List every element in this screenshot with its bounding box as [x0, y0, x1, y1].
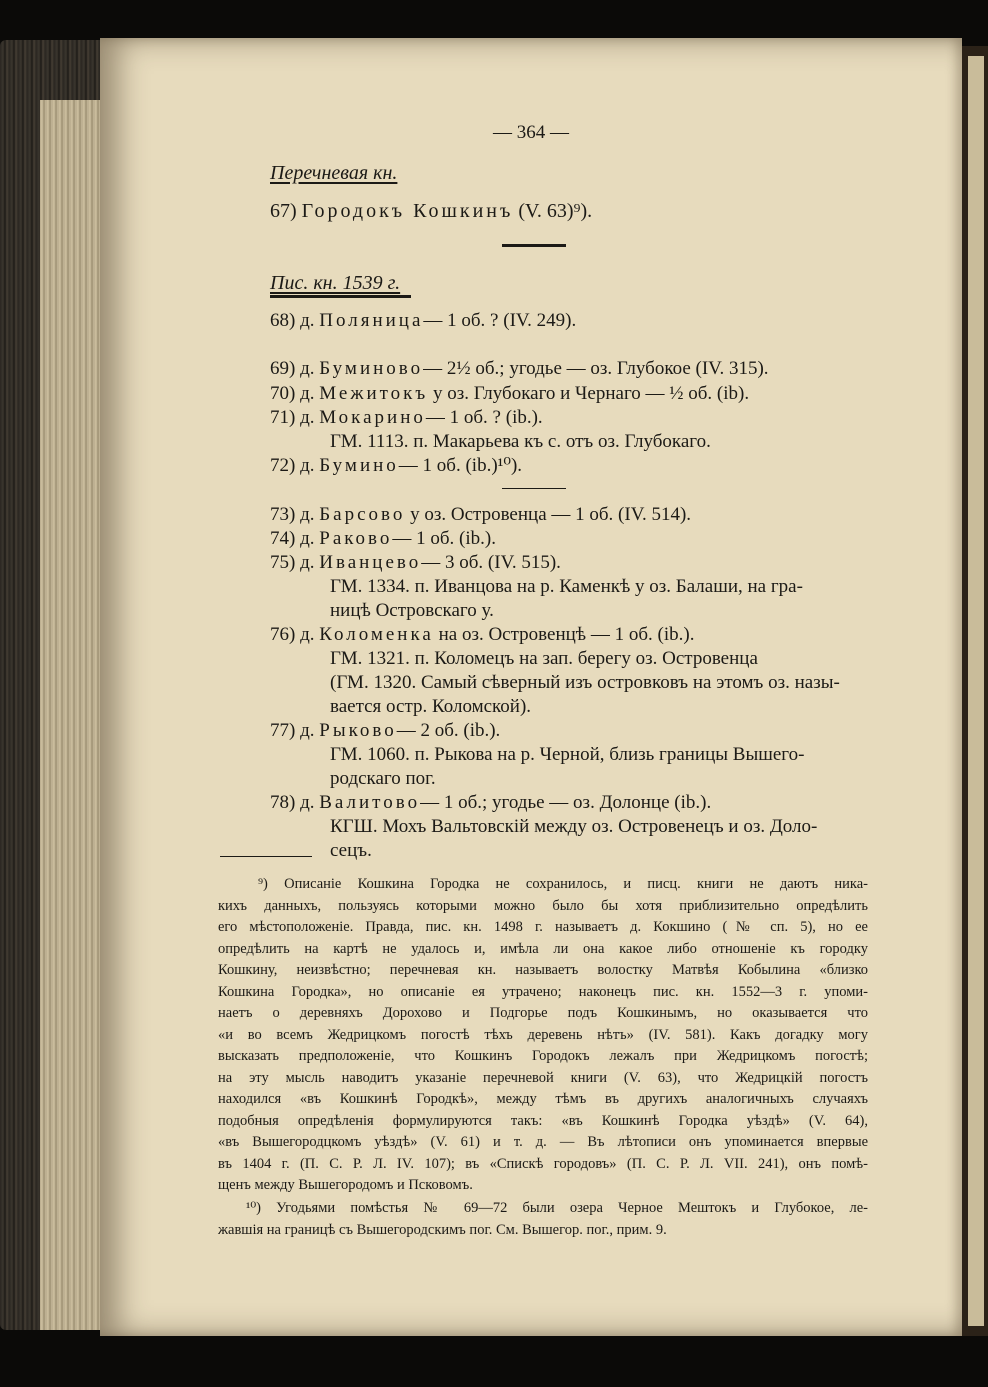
entry-78: 78) д. Валитово— 1 об.; угодье — оз. Долонце (ib.).	[270, 792, 712, 813]
entry-77-note-2: родскаго пог.	[330, 768, 436, 789]
heading-underline	[270, 295, 411, 298]
footnote-line: «въ Вышегородцкомъ уѣздѣ» (V. 61) и т. д. — Въ лѣтописи онъ упоминается впервые	[218, 1134, 868, 1150]
book-page-edges	[0, 40, 112, 1330]
footnote-10	[218, 1198, 868, 1241]
entry-78-note-2: сецъ.	[330, 840, 372, 861]
section-heading-pis-kn: Пис. кн. 1539 г.	[270, 272, 401, 294]
entry-group-divider	[502, 488, 566, 489]
entry-75-note-1: ГМ. 1334. п. Иванцова на р. Каменкѣ у оз. Балаши, на гра-	[330, 576, 803, 597]
footnote-line: жавшія на границѣ съ Вышегородскимъ пог. См. Вышегор. пог., прим. 9.	[218, 1221, 667, 1238]
entry-71-note: ГМ. 1113. п. Макарьева къ с. отъ оз. Глубокаго.	[330, 431, 711, 452]
footnote-line: Кошкину, неизвѣстно; перечневая кн. называетъ волостку Матвѣя Кобылина «близко	[218, 962, 868, 978]
facing-page-edge	[962, 46, 988, 1336]
entry-76-note-3: вается остр. Коломской).	[330, 696, 532, 717]
footnote-line: ¹⁰) Угодьями помѣстья № 69—72 были озера Черное Мештокъ и Глубокое, ле-	[246, 1200, 868, 1216]
footnote-line: опредѣлить на картѣ не удалось и, имѣла ли она какое либо отношеніе къ городку	[218, 940, 868, 957]
footnote-line: Кошкина Городка», но описаніе ея утрачено; наконецъ пис. кн. 1552—3 г. упоми-	[218, 983, 868, 1000]
footnote-line: наетъ о деревняхъ Дорохово и Подгорье подъ Кошкинымъ, но оказывается что	[218, 1005, 868, 1021]
entry-77: 77) д. Рыково— 2 об. (ib.).	[270, 720, 501, 741]
entry-77-note-1: ГМ. 1060. п. Рыкова на р. Черной, близь границы Вышего-	[330, 744, 805, 765]
footnote-line: ⁹) Описаніе Кошкина Городка не сохранилось, и писц. книги не даютъ ника-	[258, 876, 868, 892]
footnote-line: кихъ данныхъ, пользуясь которыми можно было бы хотя приблизительно опредѣлить	[218, 897, 868, 914]
entry-74: 74) д. Раково— 1 об. (ib.).	[270, 528, 496, 549]
footnote-line: находился «въ Кошкинѣ Городкѣ», между тѣмъ въ другихъ аналогичныхъ случаяхъ	[218, 1091, 868, 1107]
footnote-line: на эту мысль наводитъ указаніе перечневой книги (V. 63), что Жедрицкій погостъ	[218, 1069, 868, 1086]
entry-67: 67) Городокъ Кошкинъ (V. 63)⁹).	[270, 200, 593, 222]
section-divider	[502, 244, 566, 247]
entry-75-note-2: ницѣ Островскаго у.	[330, 600, 494, 621]
page-number: — 364 —	[493, 122, 569, 143]
entry-76-note-2: (ГМ. 1320. Самый сѣверный изъ островковъ на этомъ оз. назы-	[330, 672, 840, 693]
footnote-line: подобныя опредѣленія формулируются такъ: «въ Кошкинѣ Городка уѣздѣ» (V. 64),	[218, 1112, 868, 1129]
entry-75: 75) д. Иванцево— 3 об. (IV. 515).	[270, 552, 561, 573]
entry-68: 68) д. Поляница— 1 об. ? (IV. 249).	[270, 310, 577, 331]
section-heading-perechnevaya: Перечневая кн.	[270, 162, 398, 184]
entry-76-note-1: ГМ. 1321. п. Коломецъ на зап. берегу оз. Островенца	[330, 648, 758, 669]
entry-78-note-1: КГШ. Мохъ Вальтовскій между оз. Островенецъ и оз. Доло-	[330, 816, 818, 837]
entry-71: 71) д. Мокарино— 1 об. ? (ib.).	[270, 407, 543, 428]
footnote-line: въ 1404 г. (П. С. Р. Л. IV. 107); въ «Спискѣ городовъ» (П. С. Р. Л. VII. 241), онъ помѣ-	[218, 1155, 868, 1172]
footnote-line: его мѣстоположеніе. Правда, пис. кн. 1498 г. называетъ д. Кокшино (№ сп. 5), но ее	[218, 919, 868, 935]
entry-73: 73) д. Барсово у оз. Островенца — 1 об. (IV. 514).	[270, 504, 692, 525]
footnote-separator	[220, 856, 312, 857]
footnote-line: щенъ между Вышегородомъ и Псковомъ.	[218, 1177, 473, 1193]
footnote-line: высказать предположеніе, что Кошкинъ Городокъ лежалъ при Жедрицкомъ погостѣ;	[218, 1048, 868, 1064]
entry-76: 76) д. Коломенка на оз. Островенцѣ — 1 об. (ib.).	[270, 624, 695, 645]
entry-72: 72) д. Бумино— 1 об. (ib.)¹⁰).	[270, 455, 523, 476]
entry-69: 69) д. Буминово— 2½ об.; угодье — оз. Глубокое (IV. 315).	[270, 358, 769, 379]
entry-70: 70) д. Межитокъ у оз. Глубокаго и Чернаго — ½ об. (ib).	[270, 383, 750, 404]
footnote-9	[218, 874, 868, 1197]
book-page	[100, 38, 962, 1336]
footnote-line: «и во всемъ Жедрицкомъ погостѣ тѣхъ деревень нѣтъ» (IV. 581). Какъ догадку могу	[218, 1026, 868, 1043]
